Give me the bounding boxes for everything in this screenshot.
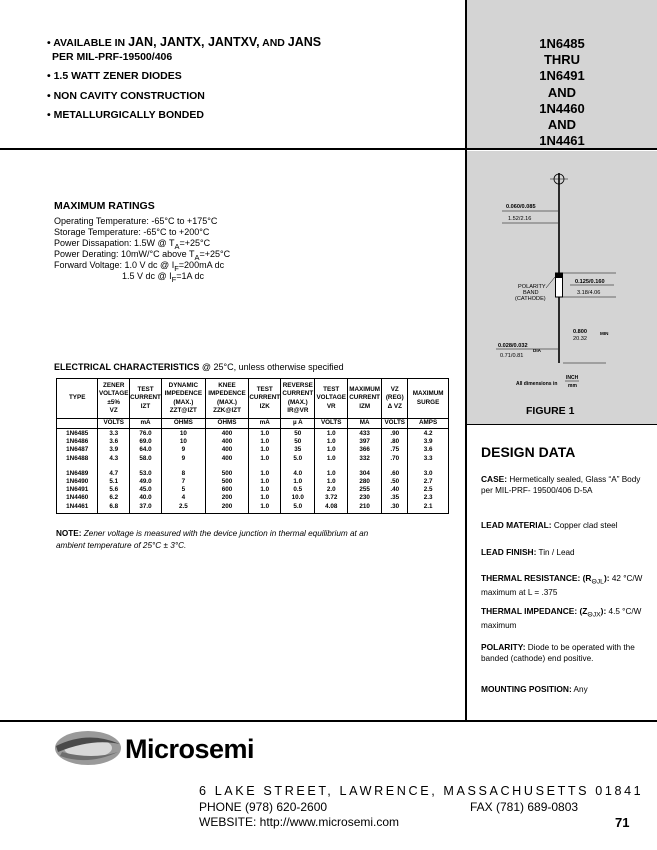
footer-address: 6 LAKE STREET, LAWRENCE, MASSACHUSETTS 01841	[199, 784, 644, 798]
rating-line: Storage Temperature: -65°C to +200°C	[54, 227, 210, 237]
table-units-row: VOLTS mA OHMS OHMS mA µ A VOLTS MA VOLTS AMPS	[57, 419, 449, 429]
footer-fax: FAX (781) 689-0803	[470, 800, 579, 814]
col-max-current: MAXIMUM CURRENT IZM	[347, 379, 381, 419]
feature-line-2: • 1.5 WATT ZENER DIODES	[47, 70, 182, 82]
brand-name: Microsemi	[125, 734, 255, 764]
col-test-izt: TEST CURRENT IZT	[130, 379, 162, 419]
dim-lead-dia-in: 0.060/0.085	[506, 204, 536, 210]
col-reverse: REVERSE CURRENT (MAX.) IR@VR	[281, 379, 315, 419]
feature-line-1b: PER MIL-PRF-19500/406	[52, 51, 173, 63]
dim-lead-len-in: 0.800	[573, 329, 587, 335]
footer-website[interactable]: WEBSITE: http://www.microsemi.com	[199, 815, 400, 829]
zener-note: NOTE: Zener voltage is measured with the device junction in thermal equilibrium at an ambient temperature of 25°C ± 3°C.	[56, 529, 369, 550]
page-number: 71	[615, 815, 630, 830]
rating-line: Forward Voltage: 1.0 V dc @ $I_F=200mA$ dc	[54, 260, 225, 273]
rating-line: Operating Temperature: -65°C to +175°C	[54, 216, 218, 226]
microsemi-logo-icon	[52, 726, 124, 770]
col-type: TYPE	[57, 379, 98, 419]
col-surge: MAXIMUM SURGE	[408, 379, 449, 419]
page-bottom-rule	[0, 720, 657, 722]
dim-wire-mm: 0.71/0.81	[500, 353, 524, 359]
feature-line-4: • METALLURGICALLY BONDED	[47, 109, 204, 121]
figure-bottom-rule	[466, 424, 657, 425]
design-lead-material: LEAD MATERIAL: Copper clad steel	[481, 520, 618, 530]
table-header-row	[57, 379, 449, 419]
dim-body-len-in: 0.125/0.160	[575, 279, 605, 285]
dim-min: MIN	[600, 331, 609, 336]
electrical-characteristics-table	[56, 378, 449, 514]
dim-wire-in: 0.028/0.032	[498, 343, 528, 349]
dimensions-unit-inch: INCH	[566, 375, 579, 381]
table-row: 1N6485 1N6486 1N6487 1N6488 3.3 3.6 3.9 4.3 76.0 69.0 64.0 58.0 10 10 9 9 400 400 400 400 1.0 1.0 1.0 1.0 50 50 35 5.0 1.0 1.0 1.0 1.0 433 397 366 332 .90 .80 .75 .70 4.2 3.9 3.6 3.3	[57, 429, 449, 463]
dim-body-len-mm: 3.18/4.06	[577, 290, 601, 296]
design-thermal-resistance: THERMAL RESISTANCE: $(R_{\Theta JL})$: 42 °C/W maximum at L = .375	[481, 573, 643, 598]
elec-title: ELECTRICAL CHARACTERISTICS @ 25°C, unless otherwise specified	[54, 362, 344, 372]
dim-lead-len-mm: 20.32	[573, 336, 587, 342]
col-test-izk: TEST CURRENT IZK	[249, 379, 281, 419]
diode-outline-drawing	[466, 151, 657, 401]
rating-line: Power Dissapation: 1.5W @ $T_A=+25^\circ C$	[54, 238, 211, 251]
design-thermal-impedance: THERMAL IMPEDANCE: $(Z_{\Theta JX})$: 4.5 °C/W maximum	[481, 606, 642, 631]
polarity-label: BAND	[523, 290, 539, 296]
feature-line-1: • AVAILABLE IN JAN, JANTX, JANTXV, AND JANS	[47, 35, 322, 49]
col-zener: ZENER VOLTAGE ±5% VZ	[98, 379, 130, 419]
ratings-title: MAXIMUM RATINGS	[54, 200, 155, 212]
design-case: CASE: Hermetically sealed, Glass “A” Body per MIL-PRF- 19500/406 D-5A	[481, 474, 641, 495]
polarity-label: (CATHODE)	[515, 296, 546, 302]
dim-lead-dia-mm: 1.52/2.16	[508, 216, 532, 222]
col-vz-reg: VZ (REG) Δ VZ	[382, 379, 408, 419]
col-dynamic: DYNAMIC IMPEDENCE (MAX.) ZZT@IZT	[162, 379, 206, 419]
rating-line: Power Derating: 10mW/°C above $T_A=+25^\circ C$	[54, 249, 231, 262]
design-polarity: POLARITY: Diode to be operated with the banded (cathode) end positive.	[481, 642, 635, 663]
design-data-title: DESIGN DATA	[481, 444, 576, 460]
table-row: 1N6489 1N6490 1N6491 1N4460 1N4461 4.7 5.1 5.6 6.2 6.8 53.0 49.0 45.0 40.0 37.0 8 7 5 4 2.5 500 500 600 200 200 1.0 1.0 1.0 1.0 1.0 4.0 1.0 0.5 10.0 5.0 1.0 1.0 2.0 3.72 4.08 304 280 255 230 210 .60 .50 .40 .35 .30 3.0 2.7 2.5 2.3 2.1	[57, 469, 449, 514]
footer-phone: PHONE (978) 620-2600	[199, 800, 328, 814]
col-test-vr: TEST VOLTAGE VR	[315, 379, 347, 419]
part-number-list: 1N6485 THRU 1N6491 AND 1N4460 AND 1N4461	[539, 36, 585, 149]
rating-line: 1.5 V dc @ $I_F=1A$ dc	[122, 271, 205, 284]
dimensions-unit-mm: mm	[568, 383, 577, 389]
design-lead-finish: LEAD FINISH: Tin / Lead	[481, 547, 575, 557]
feature-line-3: • NON CAVITY CONSTRUCTION	[47, 90, 205, 102]
design-mounting: MOUNTING POSITION: Any	[481, 684, 588, 694]
dimensions-note: All dimensions in	[516, 381, 558, 387]
figure-caption: FIGURE 1	[526, 405, 575, 417]
polarity-label: POLARITY	[518, 284, 546, 290]
col-knee: KNEE IMPEDENCE (MAX.) ZZK@IZT	[205, 379, 249, 419]
polarity-band	[556, 273, 563, 278]
dim-dia: DIA	[533, 348, 541, 353]
